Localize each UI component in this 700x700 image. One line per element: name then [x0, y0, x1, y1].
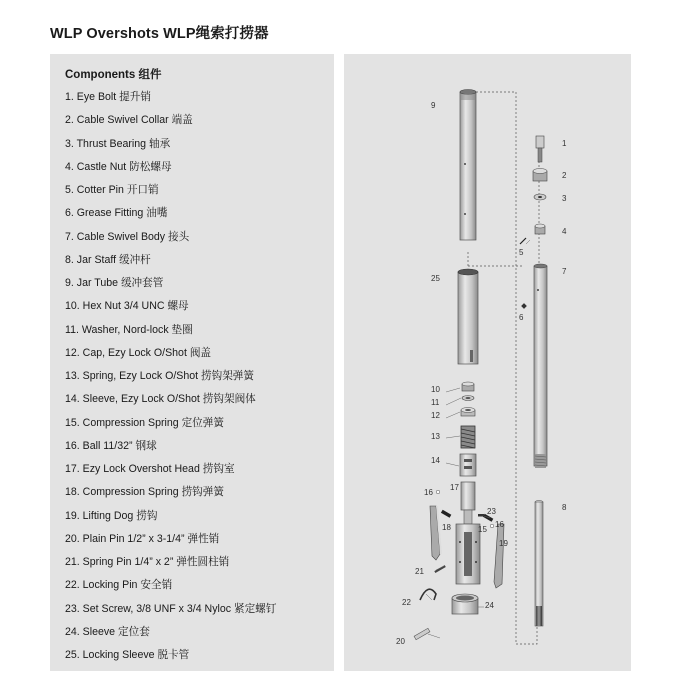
component-item: 3. Thrust Bearing 轴承 — [65, 137, 171, 150]
callout-19: 19 — [499, 539, 508, 548]
hex-nut-part — [462, 382, 474, 391]
callout-16-left: 16 — [424, 488, 433, 497]
diagram-panel — [344, 54, 631, 671]
component-item: 8. Jar Staff 缓冲杆 — [65, 253, 151, 266]
lifting-dog-left-part — [430, 506, 442, 560]
component-item: 11. Washer, Nord-lock 垫圈 — [65, 323, 193, 336]
spring-pin-part — [434, 565, 445, 573]
callout-20: 20 — [396, 637, 405, 646]
callout-3: 3 — [562, 194, 567, 203]
grease-fitting-part — [521, 303, 527, 309]
set-screw-part — [478, 514, 484, 517]
callout-17: 17 — [450, 483, 459, 492]
component-item: 14. Sleeve, Ezy Lock O/Shot 捞钩架阀体 — [65, 393, 256, 406]
component-item: 16. Ball 11/32” 钢球 — [65, 439, 157, 452]
components-panel — [50, 54, 334, 671]
component-item: 25. Locking Sleeve 脱卡管 — [65, 649, 190, 661]
callout-12: 12 — [431, 411, 440, 420]
component-item: 23. Set Screw, 3/8 UNF x 3/4 Nyloc 紧定螺钉 — [65, 602, 277, 615]
cotter-pin-part — [520, 238, 526, 244]
callout-24: 24 — [485, 601, 494, 610]
component-item: 18. Compression Spring 捞钩弹簧 — [65, 486, 224, 499]
cable-swivel-collar-part — [533, 169, 547, 182]
spring-part — [461, 426, 475, 448]
callout-10: 10 — [431, 385, 440, 394]
compression-spring-left-part — [441, 510, 451, 518]
ezy-lock-sleeve-part — [460, 454, 476, 476]
locking-sleeve-part — [458, 269, 478, 364]
callout-2: 2 — [562, 171, 567, 180]
callout-18: 18 — [442, 523, 451, 532]
component-item: 22. Locking Pin 安全销 — [65, 579, 173, 592]
callout-5: 5 — [519, 248, 524, 257]
callout-1: 1 — [562, 139, 567, 148]
jar-staff-part — [535, 501, 543, 627]
locking-pin-part — [420, 589, 436, 600]
callout-14: 14 — [431, 456, 440, 465]
component-item: 5. Cotter Pin 开口销 — [65, 184, 159, 196]
exploded-diagram — [344, 54, 631, 671]
component-item: 21. Spring Pin 1/4” x 2” 弹性圆柱销 — [65, 556, 230, 568]
lifting-dog-right-part — [494, 524, 504, 588]
component-item: 20. Plain Pin 1/2” x 3-1/4” 弹性销 — [65, 532, 220, 545]
component-item: 2. Cable Swivel Collar 端盖 — [65, 114, 193, 127]
component-item: 24. Sleeve 定位套 — [65, 625, 150, 638]
component-item: 19. Lifting Dog 捞钩 — [65, 509, 158, 522]
component-item: 12. Cap, Ezy Lock O/Shot 阀盖 — [65, 346, 212, 359]
callout-9: 9 — [431, 101, 436, 110]
callout-21: 21 — [415, 567, 424, 576]
component-item: 15. Compression Spring 定位弹簧 — [65, 416, 224, 429]
components-heading: Components 组件 — [65, 69, 162, 81]
callout-6: 6 — [519, 313, 524, 322]
sleeve-part — [452, 594, 478, 614]
component-item: 9. Jar Tube 缓冲套管 — [65, 277, 164, 289]
overshot-head-part — [456, 482, 480, 584]
component-item: 13. Spring, Ezy Lock O/Shot 捞钩架弹簧 — [65, 370, 254, 382]
callout-16-right: 16 — [495, 520, 504, 529]
callout-23: 23 — [487, 507, 496, 516]
component-item: 4. Castle Nut 防松螺母 — [65, 160, 172, 173]
callout-15: 15 — [478, 525, 487, 534]
callout-25: 25 — [431, 274, 440, 283]
callout-22: 22 — [402, 598, 411, 607]
eye-bolt-part — [536, 136, 544, 162]
component-item: 10. Hex Nut 3/4 UNC 螺母 — [65, 300, 189, 313]
component-item: 1. Eye Bolt 提升销 — [65, 91, 151, 103]
page-title: WLP Overshots WLP绳索打捞器 — [50, 26, 269, 42]
component-item: 7. Cable Swivel Body 接头 — [65, 230, 190, 243]
cable-swivel-body-part — [534, 264, 547, 468]
plain-pin-part — [414, 628, 430, 639]
thrust-bearing-part — [534, 194, 546, 200]
washer-part — [462, 396, 474, 401]
cap-part — [461, 408, 475, 417]
component-item: 17. Ezy Lock Overshot Head 捞钩室 — [65, 463, 235, 475]
jar-tube-part — [460, 90, 476, 241]
callout-11: 11 — [431, 398, 440, 407]
callout-4: 4 — [562, 227, 567, 236]
callout-13: 13 — [431, 432, 440, 441]
callout-8: 8 — [562, 503, 567, 512]
callout-7: 7 — [562, 267, 567, 276]
components-list — [65, 90, 276, 671]
castle-nut-part — [535, 224, 545, 234]
component-item: 6. Grease Fitting 油嘴 — [65, 207, 168, 220]
